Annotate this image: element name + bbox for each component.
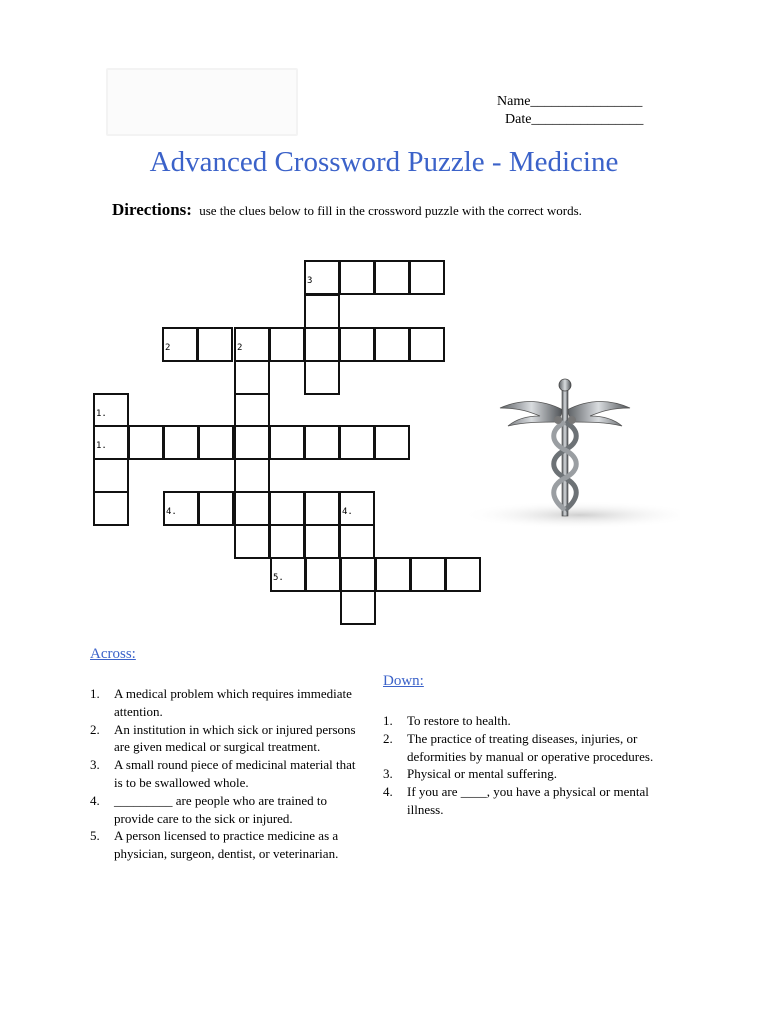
crossword-cell[interactable] bbox=[304, 260, 340, 295]
crossword-cell[interactable] bbox=[304, 491, 340, 526]
clue-text: _________ are people who are trained to provide care to the sick or injured. bbox=[114, 792, 327, 826]
crossword-cell[interactable] bbox=[339, 524, 375, 559]
crossword-cell[interactable] bbox=[93, 491, 129, 526]
down-clue bbox=[383, 730, 663, 766]
clue-number: 1. bbox=[96, 441, 107, 451]
clue-number: 5. bbox=[90, 828, 100, 844]
crossword-cell[interactable] bbox=[339, 491, 375, 526]
crossword-cell[interactable] bbox=[234, 393, 270, 428]
crossword-cell[interactable] bbox=[269, 327, 305, 362]
clue-number: 3. bbox=[383, 766, 393, 782]
crossword-cell[interactable] bbox=[197, 327, 233, 362]
crossword-cell[interactable] bbox=[270, 557, 306, 592]
crossword-cell[interactable] bbox=[163, 425, 199, 460]
crossword-cell[interactable] bbox=[234, 327, 270, 362]
across-clue bbox=[90, 756, 365, 792]
down-clue-list bbox=[383, 712, 663, 819]
caduceus-icon bbox=[430, 370, 680, 530]
crossword-cell[interactable] bbox=[340, 590, 376, 625]
clue-number: 2 bbox=[165, 343, 171, 353]
crossword-cell[interactable] bbox=[409, 327, 445, 362]
crossword-cell[interactable] bbox=[304, 425, 340, 460]
crossword-cell[interactable] bbox=[374, 260, 410, 295]
clue-text: A medical problem which requires immediate attention. bbox=[114, 686, 352, 719]
across-clue bbox=[90, 721, 365, 757]
crossword-cell[interactable] bbox=[93, 458, 129, 493]
crossword-cell[interactable] bbox=[269, 491, 305, 526]
crossword-cell[interactable] bbox=[234, 425, 270, 460]
crossword-cell[interactable] bbox=[305, 557, 341, 592]
crossword-cell[interactable] bbox=[162, 327, 198, 362]
crossword-cell[interactable] bbox=[163, 491, 199, 526]
clue-number: 2. bbox=[383, 730, 393, 746]
crossword-cell[interactable] bbox=[234, 360, 270, 395]
clue-text: Physical or mental suffering. bbox=[407, 766, 557, 782]
clue-text: A person licensed to practice medicine as a physician, surgeon, dentist, or veterinarian. bbox=[114, 828, 339, 862]
down-clue bbox=[383, 712, 663, 730]
crossword-cell[interactable] bbox=[339, 260, 375, 295]
across-clue-list bbox=[90, 685, 365, 863]
clue-text: An institution in which sick or injured persons are given medical or surgical treatment. bbox=[114, 721, 356, 755]
crossword-cell[interactable] bbox=[374, 425, 410, 460]
clue-number: 4. bbox=[383, 784, 393, 800]
clue-text: To restore to health. bbox=[407, 713, 511, 728]
down-clue bbox=[383, 765, 663, 783]
crossword-cell[interactable] bbox=[339, 327, 375, 362]
clue-number: 1. bbox=[383, 713, 393, 728]
crossword-cell[interactable] bbox=[198, 491, 234, 526]
crossword-cell[interactable] bbox=[374, 327, 410, 362]
down-heading: Down: bbox=[383, 673, 424, 689]
clue-text: If you are ____, you have a physical or mental illness. bbox=[407, 784, 649, 817]
clue-number: 2 bbox=[237, 343, 243, 353]
across-clue bbox=[90, 792, 365, 828]
crossword-cell[interactable] bbox=[304, 360, 340, 395]
crossword-cell[interactable] bbox=[234, 491, 270, 526]
clue-number: 4. bbox=[342, 507, 353, 517]
clue-number: 4. bbox=[90, 792, 100, 808]
clue-number: 3. bbox=[90, 757, 100, 773]
crossword-cell[interactable] bbox=[410, 557, 446, 592]
directions-label: Directions: bbox=[112, 200, 192, 219]
clue-text: The practice of treating diseases, injuries, or deformities by manual or operative procedures. bbox=[407, 730, 654, 764]
down-clue bbox=[383, 783, 663, 819]
crossword-cell[interactable] bbox=[234, 524, 270, 559]
crossword-cell[interactable] bbox=[128, 425, 164, 460]
crossword-cell[interactable] bbox=[93, 425, 129, 460]
crossword-cell[interactable] bbox=[375, 557, 411, 592]
crossword-cell[interactable] bbox=[340, 557, 376, 592]
clue-text: A small round piece of medicinal material that is to be swallowed whole. bbox=[114, 757, 356, 790]
clue-number: 4. bbox=[166, 507, 177, 517]
crossword-cell[interactable] bbox=[269, 524, 305, 559]
across-clue bbox=[90, 685, 365, 721]
date-line: Date________________ bbox=[505, 112, 644, 127]
crossword-cell[interactable] bbox=[234, 458, 270, 493]
clue-number: 3 bbox=[307, 276, 313, 286]
crossword-cell[interactable] bbox=[409, 260, 445, 295]
crossword-cell[interactable] bbox=[339, 425, 375, 460]
name-line: Name________________ bbox=[497, 94, 643, 109]
clue-number: 2. bbox=[90, 721, 100, 737]
across-heading: Across: bbox=[90, 646, 136, 662]
crossword-cell[interactable] bbox=[304, 294, 340, 329]
clue-number: 1. bbox=[90, 686, 100, 701]
clue-number: 1. bbox=[96, 409, 107, 419]
across-clue bbox=[90, 827, 365, 863]
page-title: Advanced Crossword Puzzle - Medicine bbox=[149, 146, 619, 178]
directions-text: use the clues below to fill in the crossword puzzle with the correct words. bbox=[199, 203, 582, 218]
crossword-cell[interactable] bbox=[198, 425, 234, 460]
crossword-cell[interactable] bbox=[304, 327, 340, 362]
crossword-cell[interactable] bbox=[445, 557, 481, 592]
crossword-cell[interactable] bbox=[93, 393, 129, 428]
crossword-cell[interactable] bbox=[304, 524, 340, 559]
clue-number: 5. bbox=[273, 573, 284, 583]
crossword-cell[interactable] bbox=[269, 425, 305, 460]
